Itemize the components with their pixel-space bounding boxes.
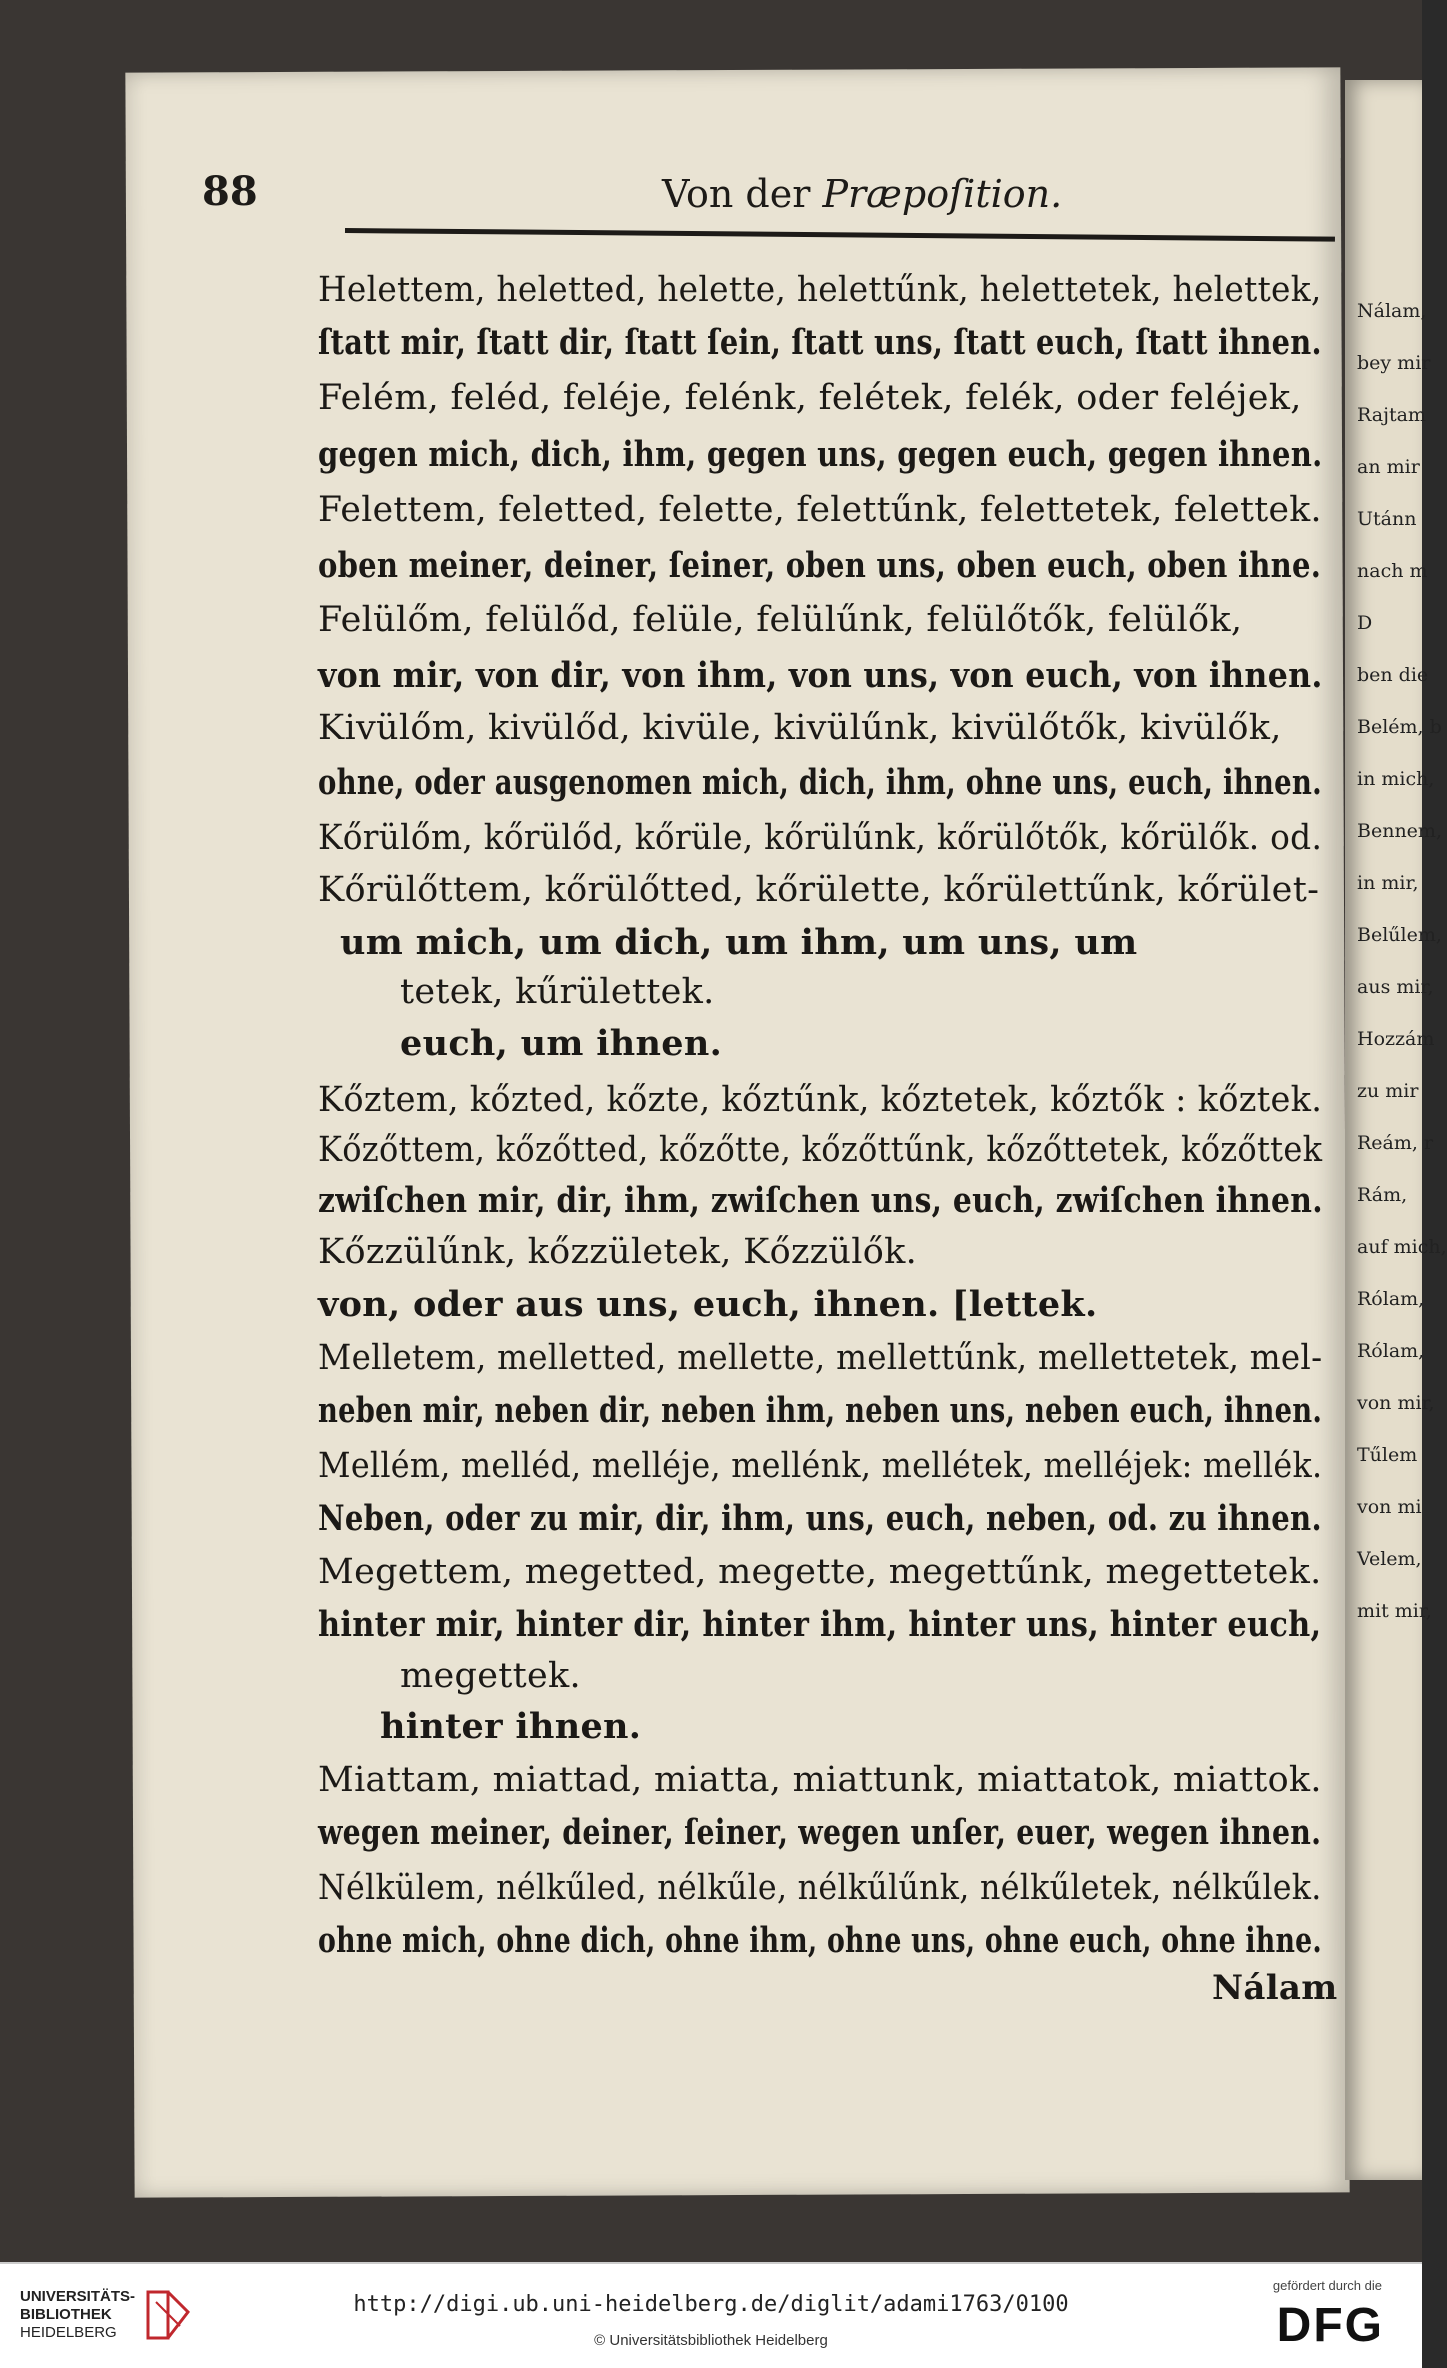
facing-page-word: Belűlem, bbox=[1357, 924, 1442, 946]
text-line: Miattam, miattad, miatta, miattunk, miattatok, miattok. bbox=[318, 1760, 1322, 1800]
text-line: Kőzzülűnk, kőzzületek, Kőzzülők. bbox=[318, 1232, 918, 1272]
facing-page-word: Hozzám bbox=[1357, 1028, 1435, 1050]
facing-page-word: zu mir bbox=[1357, 1080, 1419, 1102]
facing-page-word: Velem, bbox=[1357, 1548, 1422, 1570]
facing-page-word: mit mir, bbox=[1357, 1600, 1432, 1622]
text-line: Helettem, heletted, helette, helettűnk, helettetek, helettek, bbox=[318, 270, 1322, 310]
text-line: oben meiner, deiner, ſeiner, oben uns, oben euch, oben ihne. bbox=[318, 545, 1322, 586]
text-line: Kőrülőttem, kőrülőtted, kőrülette, kőrülettűnk, kőrület- bbox=[318, 870, 1320, 910]
facing-page-word: Belém, b bbox=[1357, 716, 1442, 738]
facing-page-word: in mir, bbox=[1357, 872, 1419, 894]
page-number: 88 bbox=[202, 168, 258, 215]
facing-page-word: nach m bbox=[1357, 560, 1428, 582]
facing-page-word: von mi bbox=[1357, 1496, 1422, 1518]
facing-page-word: an mir bbox=[1357, 456, 1420, 478]
text-line: Felülőm, felülőd, felüle, felülűnk, felülőtők, felülők, bbox=[318, 600, 1243, 640]
text-line: Kőztem, kőzted, kőzte, kőztűnk, kőztetek, kőztők : kőztek. bbox=[318, 1080, 1323, 1120]
facing-page-word: Tűlem bbox=[1357, 1444, 1418, 1466]
text-line: Kőzőttem, kőzőtted, kőzőtte, kőzőttűnk, kőzőttetek, kőzőttek bbox=[318, 1130, 1323, 1170]
facing-page-word: Rám, bbox=[1357, 1184, 1408, 1206]
running-title-italic: Præpoſition. bbox=[822, 172, 1063, 216]
text-line: wegen meiner, deiner, ſeiner, wegen unſer, euer, wegen ihnen. bbox=[318, 1812, 1322, 1853]
text-line: Mellém, melléd, melléje, mellénk, mellétek, melléjek: mellék. bbox=[318, 1446, 1323, 1486]
text-line: ohne mich, ohne dich, ohne ihm, ohne uns, ohne euch, ohne ihne. bbox=[318, 1920, 1322, 1961]
page-url[interactable]: http://digi.ub.uni-heidelberg.de/diglit/adami1763/0100 bbox=[353, 2292, 1069, 2317]
text-line: Nélkülem, nélkűled, nélkűle, nélkűlűnk, nélkűletek, nélkűlek. bbox=[318, 1868, 1322, 1908]
text-line: euch, um ihnen. bbox=[400, 1023, 723, 1064]
facing-page-word: aus mir, bbox=[1357, 976, 1434, 998]
text-line: neben mir, neben dir, neben ihm, neben uns, neben euch, ihnen. bbox=[318, 1390, 1323, 1431]
facing-page-word: von mir, bbox=[1357, 1392, 1435, 1414]
text-line: zwiſchen mir, dir, ihm, zwiſchen uns, euch, zwiſchen ihnen. bbox=[318, 1180, 1323, 1221]
facing-page-word: Rólam, bbox=[1357, 1340, 1425, 1362]
dfg-label: gefördert durch die bbox=[1272, 2278, 1382, 2293]
text-line: Neben, oder zu mir, dir, ihm, uns, euch, neben, od. zu ihnen. bbox=[318, 1498, 1322, 1539]
text-line: Felettem, feletted, felette, felettűnk, felettetek, felettek. bbox=[318, 490, 1322, 530]
library-line1: UNIVERSITÄTS- bbox=[20, 2288, 136, 2305]
text-line: um mich, um dich, um ihm, um uns, um bbox=[340, 922, 1138, 963]
facing-page-word: Bennem, bbox=[1357, 820, 1442, 842]
text-line: hinter mir, hinter dir, hinter ihm, hinter uns, hinter euch, bbox=[318, 1604, 1322, 1645]
text-line: ohne, oder ausgenomen mich, dich, ihm, ohne uns, euch, ihnen. bbox=[318, 762, 1322, 803]
facing-page-word: Nálam, bbox=[1357, 300, 1427, 322]
footer bbox=[0, 2262, 1422, 2368]
library-line2: BIBLIOTHEK bbox=[20, 2306, 112, 2323]
facing-page-word: bey mir bbox=[1357, 352, 1431, 374]
text-line: Melletem, melletted, mellette, mellettűnk, mellettetek, mel- bbox=[318, 1338, 1323, 1378]
text-line: hinter ihnen. bbox=[380, 1706, 642, 1747]
text-line: tetek, kűrülettek. bbox=[400, 972, 715, 1012]
facing-page-word: in mich, bbox=[1357, 768, 1435, 790]
text-line: Kivülőm, kivülőd, kivüle, kivülűnk, kivülőtők, kivülők, bbox=[318, 708, 1282, 748]
facing-page-word: Rajtam bbox=[1357, 404, 1426, 426]
text-line: Felém, feléd, feléje, felénk, felétek, felék, oder feléjek, bbox=[318, 378, 1302, 418]
text-line: Megettem, megetted, megette, megettűnk, megettetek. bbox=[318, 1552, 1322, 1592]
text-line: Kőrülőm, kőrülőd, kőrüle, kőrülűnk, kőrülőtők, kőrülők. od. bbox=[318, 818, 1323, 858]
text-line: von mir, von dir, von ihm, von uns, von euch, von ihnen. bbox=[318, 655, 1323, 696]
facing-page-word: Reám, r bbox=[1357, 1132, 1434, 1154]
facing-page-word: auf mich, bbox=[1357, 1236, 1447, 1258]
facing-page-word: Rólam, bbox=[1357, 1288, 1425, 1310]
copyright: © Universitätsbibliothek Heidelberg bbox=[594, 2332, 828, 2349]
text-line: von, oder aus uns, euch, ihnen. [lettek. bbox=[318, 1284, 1098, 1325]
running-title-prefix: Von der bbox=[662, 172, 823, 216]
facing-page-word: Utánn bbox=[1357, 508, 1417, 530]
library-line3: HEIDELBERG bbox=[20, 2324, 117, 2341]
text-line: gegen mich, dich, ihm, gegen uns, gegen euch, gegen ihnen. bbox=[318, 434, 1323, 475]
text-line: megettek. bbox=[400, 1656, 581, 1696]
facing-page-word: ben die bbox=[1357, 664, 1429, 686]
facing-page-word: D bbox=[1357, 612, 1373, 634]
text-line: ſtatt mir, ſtatt dir, ſtatt ſein, ſtatt uns, ſtatt euch, ſtatt ihnen. bbox=[318, 322, 1322, 363]
dfg-logo: DFG bbox=[1276, 2299, 1384, 2352]
catchword: Nálam bbox=[1212, 1968, 1338, 2008]
